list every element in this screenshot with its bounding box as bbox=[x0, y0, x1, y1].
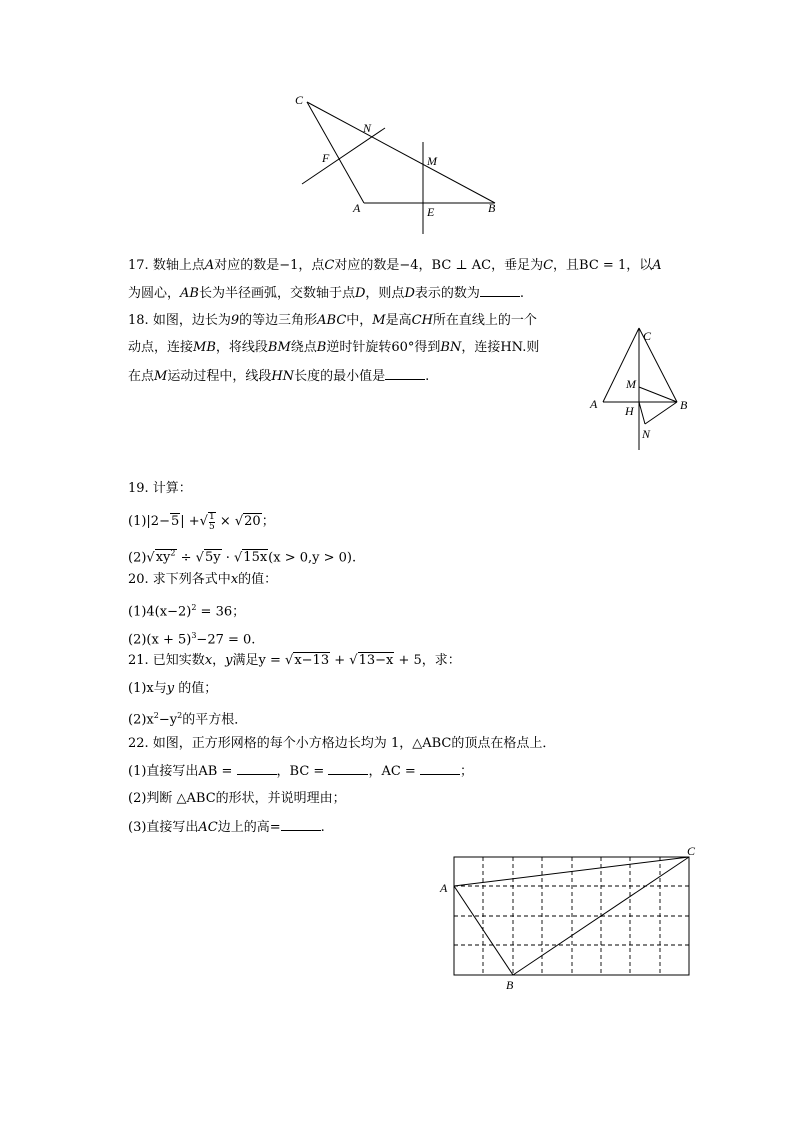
label-f: F bbox=[322, 151, 330, 165]
answer-blank-ab bbox=[237, 761, 277, 775]
figure-q18 bbox=[585, 322, 695, 454]
label-a: A bbox=[353, 201, 361, 215]
q18-line2: 动点，连接MB，将线段BM绕点B逆时针旋转60°得到BN，连接HN.则 bbox=[128, 340, 540, 355]
label-n: N bbox=[363, 121, 372, 135]
label-e: E bbox=[427, 205, 435, 219]
q22-title: 22. 如图，正方形网格的每个小方格边长均为 1，△ABC的顶点在格点上． bbox=[128, 736, 556, 751]
figure-q22-grid bbox=[436, 845, 706, 995]
segment-ac bbox=[454, 857, 689, 886]
label-a: A bbox=[590, 397, 598, 411]
q17-line2: 为圆心，AB长为半径画弧，交数轴于点D，则点D表示的数为 . bbox=[128, 283, 524, 304]
q18-line1: 18. 如图，边长为9的等边三角形ABC中，M是高CH所在直线上的一个 bbox=[128, 313, 537, 328]
label-h: H bbox=[625, 404, 634, 418]
q22-part2: (2)判断 △ABC的形状，并说明理由； bbox=[128, 791, 346, 806]
segment-ab bbox=[454, 886, 513, 975]
q17-line1: 17. 数轴上点A对应的数是−1，点C对应的数是−4，BC ⊥ AC，垂足为C，且BC = 1，以A bbox=[128, 258, 662, 273]
answer-blank-height bbox=[281, 817, 321, 831]
label-m: M bbox=[626, 377, 636, 391]
figure-q16 bbox=[290, 90, 520, 240]
label-b: B bbox=[488, 201, 496, 215]
label-c: C bbox=[643, 329, 652, 343]
q21-part2: $(2)x^2-y^2$的平方根． bbox=[128, 711, 248, 728]
q20-title: 20. 求下列各式中x的值： bbox=[128, 572, 278, 587]
segment-bn bbox=[645, 402, 677, 424]
q22-part1: (1)直接写出AB = ，BC = ，AC = ； bbox=[128, 761, 473, 782]
answer-blank-q18 bbox=[385, 366, 425, 380]
label-m: M bbox=[427, 154, 437, 168]
label-c: C bbox=[687, 845, 696, 858]
answer-blank-ac bbox=[420, 761, 460, 775]
answer-blank-bc bbox=[328, 761, 368, 775]
segment-hn bbox=[639, 402, 645, 424]
q19-title: 19. 计算： bbox=[128, 481, 192, 496]
label-c: C bbox=[295, 93, 304, 107]
answer-blank-q17 bbox=[480, 283, 520, 297]
q21-title: 21. 已知实数x，y满足y = √x−13 + √13−x + 5，求： bbox=[128, 653, 461, 668]
label-n: N bbox=[642, 427, 651, 441]
q21-part1: (1)x与y 的值； bbox=[128, 681, 218, 696]
label-b: B bbox=[680, 398, 688, 412]
line-fn bbox=[302, 128, 385, 184]
segment-mb bbox=[639, 387, 677, 402]
q19-part1: (1)|2−5| +√ $\frac{1}{5}$ × √20； bbox=[128, 511, 275, 532]
q22-part3: (3)直接写出AC边上的高= . bbox=[128, 817, 325, 838]
q20-part2: $(2)(x + 5)^3-27 = 0$. bbox=[128, 631, 256, 648]
q18-line3: 在点M运动过程中，线段HN长度的最小值是 . bbox=[128, 366, 429, 387]
label-b: B bbox=[506, 978, 514, 992]
q20-part1: $(1)4(x-2)^2 = 36$； bbox=[128, 603, 246, 620]
label-a: A bbox=[440, 881, 448, 895]
q19-part2: $(2)√xy^2 \div √5y \cdot √15x(x > 0,y > 0)$. bbox=[128, 549, 357, 566]
